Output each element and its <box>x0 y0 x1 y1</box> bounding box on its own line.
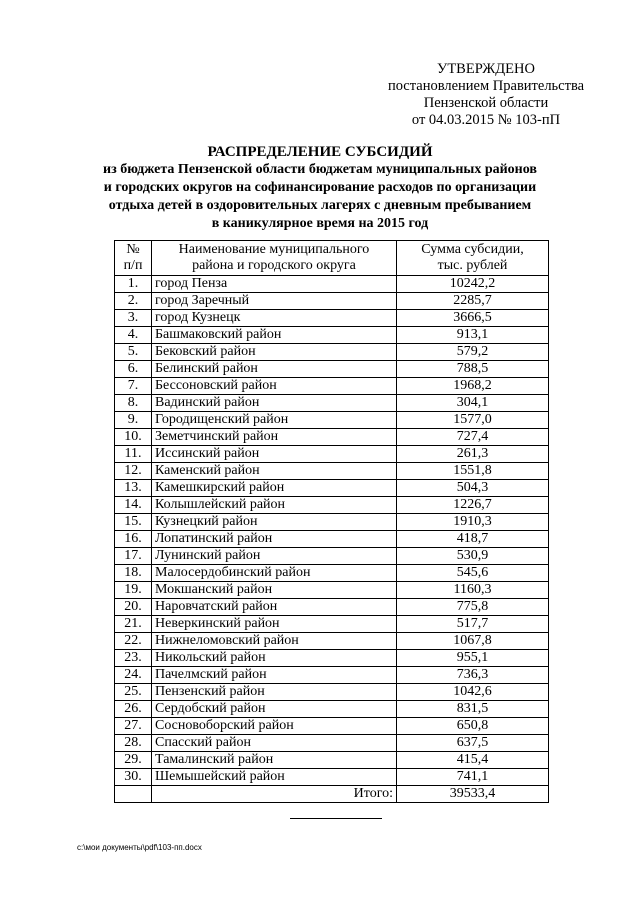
table-row <box>115 650 549 667</box>
table-row <box>115 429 549 446</box>
row-number: 25. <box>115 684 152 701</box>
row-number: 19. <box>115 582 152 599</box>
row-number: 29. <box>115 752 152 769</box>
table-row <box>115 497 549 514</box>
row-number: 16. <box>115 531 152 548</box>
table-row <box>115 276 549 293</box>
approval-line: постановлением Правительства <box>387 78 585 94</box>
row-sum: 1160,3 <box>397 582 549 599</box>
row-number: 26. <box>115 701 152 718</box>
row-name: Шемышейский район <box>152 769 397 786</box>
row-number: 9. <box>115 412 152 429</box>
header-sum-line2: тыс. рублей <box>437 258 508 273</box>
row-sum: 831,5 <box>397 701 549 718</box>
row-name: Лунинский район <box>152 548 397 565</box>
row-sum: 530,9 <box>397 548 549 565</box>
row-sum: 727,4 <box>397 429 549 446</box>
header-number <box>115 241 152 276</box>
row-number: 1. <box>115 276 152 293</box>
row-number: 18. <box>115 565 152 582</box>
row-name: Лопатинский район <box>152 531 397 548</box>
header-number-line2: п/п <box>123 258 143 273</box>
row-name: Наровчатский район <box>152 599 397 616</box>
table-row <box>115 769 549 786</box>
row-number: 4. <box>115 327 152 344</box>
row-name: Спасский район <box>152 735 397 752</box>
row-sum: 1226,7 <box>397 497 549 514</box>
table-row <box>115 701 549 718</box>
row-sum: 1910,3 <box>397 514 549 531</box>
table-row <box>115 599 549 616</box>
table-row <box>115 480 549 497</box>
table-row <box>115 361 549 378</box>
total-row <box>115 786 549 803</box>
table-row <box>115 293 549 310</box>
header-name <box>152 241 397 276</box>
row-sum: 650,8 <box>397 718 549 735</box>
row-name: Кузнецкий район <box>152 514 397 531</box>
table-row <box>115 412 549 429</box>
row-number: 24. <box>115 667 152 684</box>
row-number: 2. <box>115 293 152 310</box>
row-number: 30. <box>115 769 152 786</box>
row-number: 12. <box>115 463 152 480</box>
row-name: Никольский район <box>152 650 397 667</box>
row-number: 8. <box>115 395 152 412</box>
table-row <box>115 446 549 463</box>
table-row <box>115 565 549 582</box>
row-sum: 261,3 <box>397 446 549 463</box>
row-number: 7. <box>115 378 152 395</box>
row-sum: 3666,5 <box>397 310 549 327</box>
title-heading: РАСПРЕДЕЛЕНИЕ СУБСИДИЙ <box>207 144 433 160</box>
row-sum: 788,5 <box>397 361 549 378</box>
row-number: 5. <box>115 344 152 361</box>
table-row <box>115 582 549 599</box>
table-row <box>115 514 549 531</box>
row-sum: 304,1 <box>397 395 549 412</box>
row-name: Сердобский район <box>152 701 397 718</box>
table-row <box>115 616 549 633</box>
subsidy-table <box>114 240 549 803</box>
table-row <box>115 395 549 412</box>
row-name: Бессоновский район <box>152 378 397 395</box>
row-sum: 504,3 <box>397 480 549 497</box>
row-name: Земетчинский район <box>152 429 397 446</box>
row-number: 20. <box>115 599 152 616</box>
document-title <box>60 143 580 233</box>
row-name: Иссинский район <box>152 446 397 463</box>
row-number: 10. <box>115 429 152 446</box>
row-name: Пензенский район <box>152 684 397 701</box>
row-name: Тамалинский район <box>152 752 397 769</box>
row-name: город Заречный <box>152 293 397 310</box>
row-sum: 736,3 <box>397 667 549 684</box>
table-row <box>115 463 549 480</box>
row-name: Колышлейский район <box>152 497 397 514</box>
row-sum: 1577,0 <box>397 412 549 429</box>
header-sum <box>397 241 549 276</box>
row-name: Белинский район <box>152 361 397 378</box>
row-number: 28. <box>115 735 152 752</box>
header-number-line1: № <box>126 242 140 257</box>
table-row <box>115 378 549 395</box>
row-number: 23. <box>115 650 152 667</box>
row-sum: 579,2 <box>397 344 549 361</box>
row-name: Камешкирский район <box>152 480 397 497</box>
total-value: 39533,4 <box>397 786 549 803</box>
row-sum: 637,5 <box>397 735 549 752</box>
table-row <box>115 718 549 735</box>
row-number: 3. <box>115 310 152 327</box>
table-row <box>115 633 549 650</box>
title-line: из бюджета Пензенской области бюджетам муниципальных районов <box>103 162 537 177</box>
row-name: город Пенза <box>152 276 397 293</box>
row-name: Городищенский район <box>152 412 397 429</box>
row-number: 17. <box>115 548 152 565</box>
approval-block <box>380 61 592 129</box>
row-sum: 1067,8 <box>397 633 549 650</box>
approval-date: от 04.03.2015 № 103-пП <box>411 112 561 128</box>
table-row <box>115 344 549 361</box>
table-row <box>115 667 549 684</box>
row-sum: 775,8 <box>397 599 549 616</box>
row-sum: 517,7 <box>397 616 549 633</box>
row-number: 6. <box>115 361 152 378</box>
table-row <box>115 327 549 344</box>
total-label: Итого: <box>152 786 397 803</box>
table-row <box>115 531 549 548</box>
title-line: отдыха детей в оздоровительных лагерях с дневным пребыванием <box>108 198 532 213</box>
row-sum: 415,4 <box>397 752 549 769</box>
row-name: Бековский район <box>152 344 397 361</box>
table-row <box>115 310 549 327</box>
table-row <box>115 684 549 701</box>
row-number: 22. <box>115 633 152 650</box>
header-name-line1: Наименование муниципального <box>178 242 370 257</box>
row-name: Башмаковский район <box>152 327 397 344</box>
row-name: город Кузнецк <box>152 310 397 327</box>
row-number: 27. <box>115 718 152 735</box>
row-sum: 1042,6 <box>397 684 549 701</box>
row-number: 21. <box>115 616 152 633</box>
row-sum: 913,1 <box>397 327 549 344</box>
row-sum: 545,6 <box>397 565 549 582</box>
total-blank-cell <box>115 786 152 803</box>
table-row <box>115 735 549 752</box>
row-number: 15. <box>115 514 152 531</box>
row-name: Неверкинский район <box>152 616 397 633</box>
approval-line: Пензенской области <box>423 95 549 111</box>
row-name: Нижнеломовский район <box>152 633 397 650</box>
title-line: в каникулярное время на 2015 год <box>211 216 429 231</box>
row-sum: 741,1 <box>397 769 549 786</box>
footer-file-path: c:\мои документы\pdf\103-пп.docx <box>77 843 202 852</box>
row-sum: 955,1 <box>397 650 549 667</box>
row-name: Каменский район <box>152 463 397 480</box>
header-name-line2: района и городского округа <box>192 258 356 273</box>
row-name: Малосердобинский район <box>152 565 397 582</box>
approval-title: УТВЕРЖДЕНО <box>437 61 535 77</box>
bottom-rule <box>290 818 382 819</box>
row-sum: 1968,2 <box>397 378 549 395</box>
table-row <box>115 752 549 769</box>
table-header-row <box>115 241 549 276</box>
row-sum: 1551,8 <box>397 463 549 480</box>
header-sum-line1: Сумма субсидии, <box>421 242 524 257</box>
row-number: 11. <box>115 446 152 463</box>
row-sum: 10242,2 <box>397 276 549 293</box>
row-number: 14. <box>115 497 152 514</box>
row-number: 13. <box>115 480 152 497</box>
row-name: Вадинский район <box>152 395 397 412</box>
row-name: Мокшанский район <box>152 582 397 599</box>
table-row <box>115 548 549 565</box>
row-name: Пачелмский район <box>152 667 397 684</box>
row-sum: 418,7 <box>397 531 549 548</box>
row-sum: 2285,7 <box>397 293 549 310</box>
title-line: и городских округов на софинансирование расходов по организации <box>103 180 537 195</box>
row-name: Сосновоборский район <box>152 718 397 735</box>
